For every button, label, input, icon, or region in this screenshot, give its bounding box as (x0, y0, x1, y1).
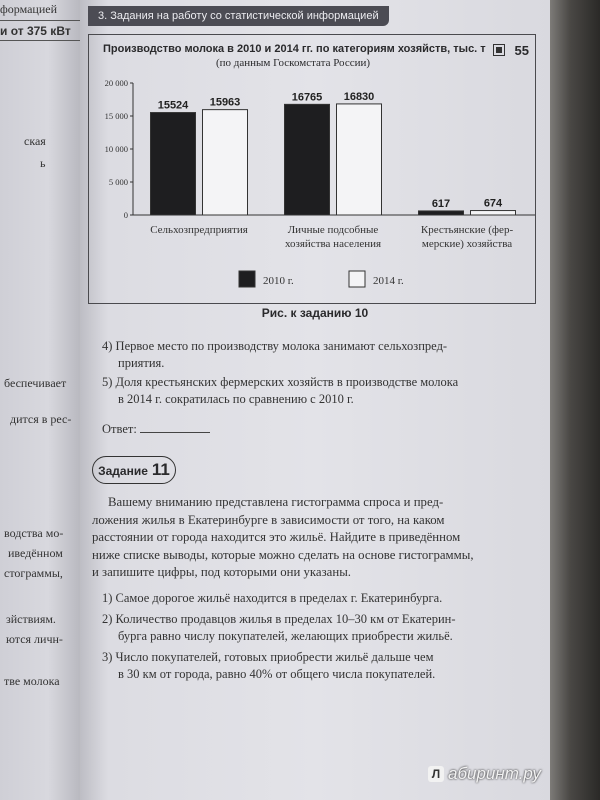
left-header-rule (0, 20, 80, 21)
data-label: 674 (483, 197, 503, 210)
data-label: 15524 (157, 99, 189, 112)
bar-2010 (151, 113, 196, 215)
legend-swatch (239, 271, 255, 287)
y-tick-label: 5 000 (108, 177, 128, 187)
data-label: 16830 (343, 90, 375, 103)
left-fragment-9: зйствиям. (6, 612, 56, 626)
task10-option-4-line2: приятия. (118, 356, 165, 370)
left-table-rule (0, 40, 80, 41)
task11-option-3-line1: 3) Число покупателей, готовых приобрести жильё дальше чем (102, 650, 434, 664)
category-label: Личные подсобные (287, 224, 379, 236)
task11-badge-number: 11 (151, 460, 170, 479)
category-label: мерские) хозяйства (421, 238, 513, 250)
left-fragment-2: ская (24, 134, 46, 148)
left-fragment-4: беспечивает (4, 376, 67, 390)
task11-option-2-line2: бурга равно числу покупателей, желающих приобрести жильё. (118, 629, 453, 643)
answer-field[interactable] (140, 420, 210, 433)
left-page (0, 0, 80, 800)
left-fragment-8: стограммы, (4, 566, 63, 580)
task10-option-5-line1: 5) Доля крестьянских фермерских хозяйств в производстве молока (102, 375, 459, 389)
book-page-edge (550, 0, 600, 800)
left-fragment-1: и от 375 кВт (0, 24, 71, 38)
task11-options (102, 590, 532, 683)
legend-label: 2014 г. (373, 275, 404, 287)
answer-label: Ответ: (102, 422, 137, 436)
bar-2014 (203, 110, 248, 215)
answer-row (102, 420, 210, 438)
category-label: Сельхозпредприятия (150, 224, 248, 236)
task11-intro-line: и запишите цифры, под которыми они указаны. (92, 565, 351, 579)
left-fragment-7: иведённом (8, 546, 63, 560)
task11-badge (92, 456, 176, 484)
data-label: 16765 (291, 91, 323, 104)
right-page (80, 0, 550, 800)
bar-chart (89, 75, 535, 303)
left-fragment-5: дится в рес- (10, 412, 72, 426)
task10-option-4-line1: 4) Первое место по производству молока занимают сельхозпред- (102, 339, 448, 353)
bar-2010 (285, 104, 330, 215)
data-label: 617 (431, 197, 451, 210)
task11-intro-line: Вашему вниманию представлена гистограмма спроса и пред- (108, 495, 444, 509)
bar-2014 (471, 211, 516, 215)
left-fragment-3: ь (40, 156, 46, 170)
bar-2010 (419, 211, 464, 215)
task10-option-4 (102, 338, 532, 372)
chart-subtitle: (по данным Госкомстата России) (215, 57, 371, 69)
task11-option-1: 1) Самое дорогое жильё находится в пределах г. Екатеринбурга. (102, 591, 443, 605)
task11-intro-line: ниже списке выводы, которые можно сделать на основе гистограммы, (92, 547, 474, 562)
page-number: 55 (514, 43, 529, 58)
y-tick-label: 20 000 (104, 78, 128, 88)
task11-intro (92, 494, 532, 582)
y-tick-label: 15 000 (104, 111, 128, 121)
left-fragment-0: формацией (0, 2, 58, 16)
task10-option-5 (102, 374, 532, 408)
page-marker-icon (493, 44, 505, 56)
figure-caption: Рис. к заданию 10 (261, 306, 369, 320)
y-tick-label: 0 (123, 210, 128, 220)
left-fragment-6: водства мо- (4, 526, 64, 540)
bar-2014 (337, 104, 382, 215)
task11-intro-line: расстоянии от города находится это жильё. Найдите в приведённом (92, 530, 461, 544)
labirint-logo: Л (428, 766, 444, 782)
labirint-watermark: абиринт.ру (448, 764, 541, 783)
legend-swatch (349, 271, 365, 287)
category-label: Крестьянские (фер- (420, 224, 514, 236)
page-header (80, 0, 550, 26)
chart-title: Производство молока в 2010 и 2014 гг. по категориям хозяйств, тыс. т (103, 43, 486, 55)
left-fragment-10: ются личн- (6, 632, 63, 646)
legend-label: 2010 г. (263, 275, 294, 287)
category-label: хозяйства населения (284, 238, 382, 250)
task11-intro-line: ложения жилья в Екатеринбурге в зависимости от того, на каком (92, 512, 445, 527)
section-title: 3. Задания на работу со статистической информацией (88, 6, 389, 26)
data-label: 15963 (209, 96, 241, 109)
task11-option-3-line2: в 30 км от города, равно 40% от общего числа покупателей. (118, 667, 436, 681)
left-fragment-11: тве молока (4, 674, 60, 688)
task11-badge-word: Задание (98, 464, 148, 478)
task11-option-2-line1: 2) Количество продавцов жилья в пределах 10–30 км от Екатерин- (102, 612, 456, 626)
chart-figure (88, 34, 536, 304)
task10-option-5-line2: в 2014 г. сократилась по сравнению с 2010 г. (118, 392, 354, 406)
y-tick-label: 10 000 (104, 144, 128, 154)
